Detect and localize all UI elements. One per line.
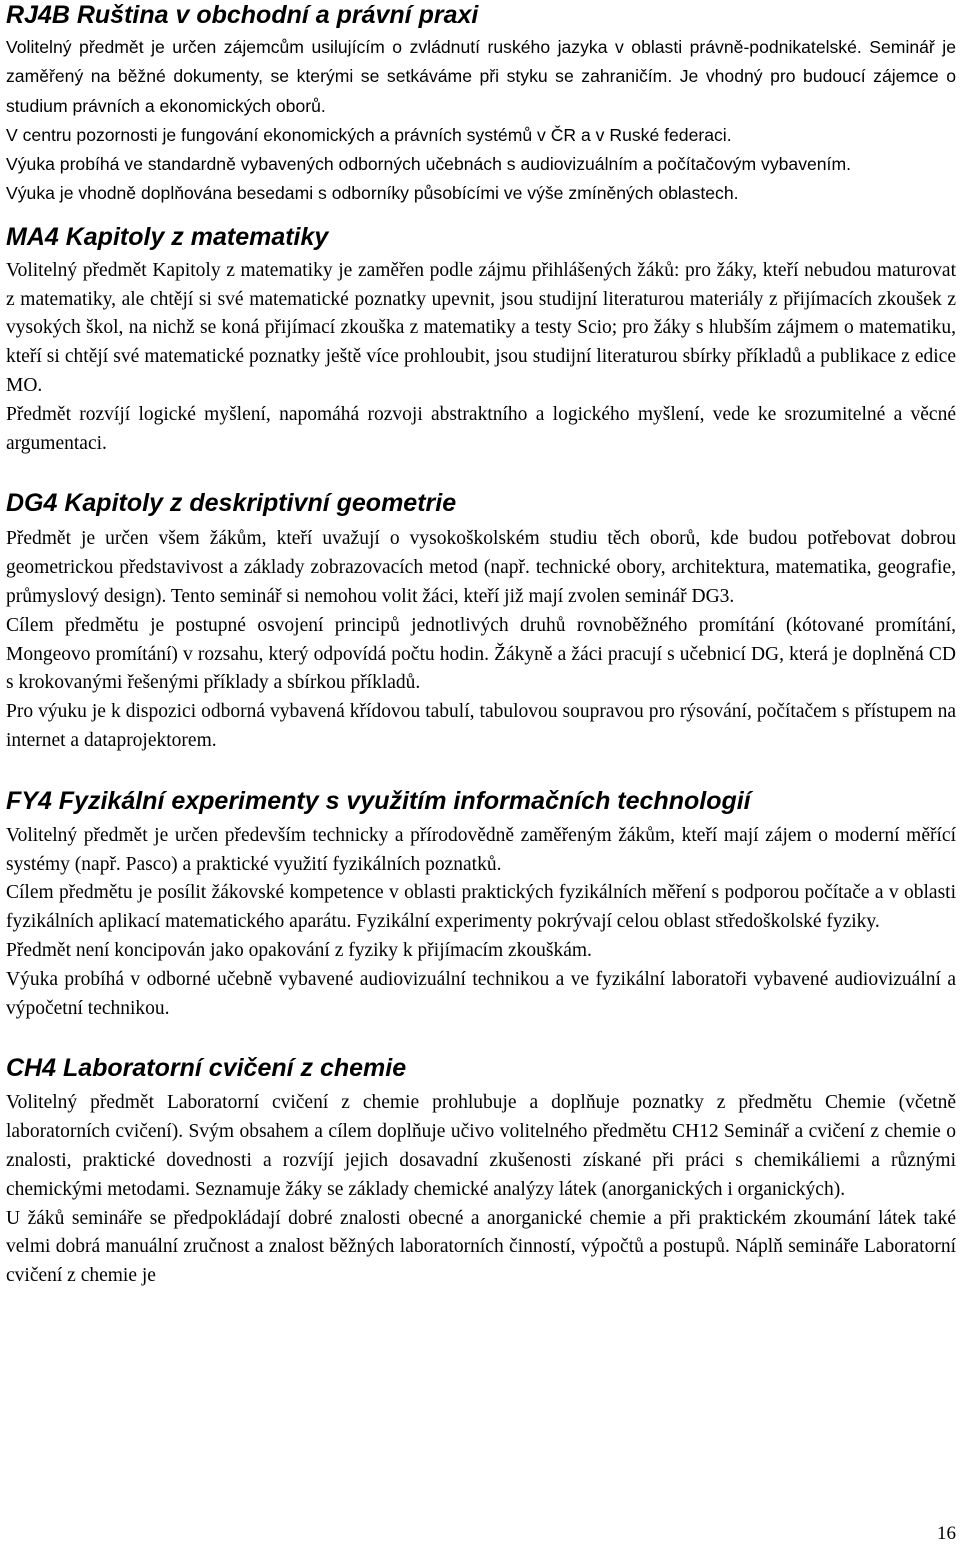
section-title: FY4 Fyzikální experimenty s využitím informačních technologií [6, 786, 751, 815]
section-title: CH4 Laboratorní cvičení z chemie [6, 1054, 407, 1083]
paragraph: Volitelný předmět Laboratorní cvičení z chemie prohlubuje a doplňuje poznatky z předmětu Chemie (včetně laboratorních cvičení). Svým obsahem a cílem doplňuje učivo volitelného předmětu CH12 Seminář a cvičení z chemie o znalosti, praktické dovednosti a rozvíjí jejich dosavadní zkušenosti získané při práci s chemikáliemi a různými chemickými metodami. Seznamuje žáky se základy chemické analýzy látek (anorganických i organických). [6, 1092, 956, 1200]
paragraph: U žáků semináře se předpokládají dobré znalosti obecné a anorganické chemie a při praktickém zkoumání látek také velmi dobrá manuální zručnost a znalost běžných laboratorních činností, výpočtů a postupů. Náplň semináře Laboratorní cvičení z chemie je [6, 1207, 956, 1287]
paragraph: Cílem předmětu je postupné osvojení principů jednotlivých druhů rovnoběžného promítání (kótované promítání, Mongeovo promítání) v rozsahu, který odpovídá počtu hodin. Žákyně a žáci pracují s učebnicí DG, která je doplněná CD s krokovanými řešenými příklady a sbírkou příkladů. [6, 614, 956, 694]
paragraph: Předmět není koncipován jako opakování z fyziky k přijímacím zkouškám. [6, 939, 592, 961]
paragraph: Pro výuku je k dispozici odborná vybavená křídovou tabulí, tabulovou soupravou pro rýsování, počítačem s přístupem na internet a dataprojektorem. [6, 701, 956, 751]
document-page [6, 0, 956, 1291]
section-ma4 [6, 222, 956, 459]
paragraph: Výuka probíhá v odborné učebně vybavené audiovizuální technikou a ve fyzikální laboratoři vybavené audiovizuální a výpočetní technikou. [6, 968, 956, 1019]
paragraph: Volitelný předmět je určen zájemcům usilujícím o zvládnutí ruského jazyka v oblasti právně-podnikatelské. Seminář je zaměřený na běžné dokumenty, se kterými se setkáváme při styku se zahraničím. Je vhodný pro budoucí zájemce o studium právních a ekonomických oborů. [6, 37, 956, 116]
section-title: DG4 Kapitoly z deskriptivní geometrie [6, 489, 457, 518]
section-title: MA4 Kapitoly z matematiky [6, 222, 329, 251]
paragraph: V centru pozornosti je fungování ekonomických a právních systémů v ČR a v Ruské federaci. [6, 124, 732, 145]
page-number: 16 [937, 1523, 956, 1544]
paragraph: Volitelný předmět je určen především technicky a přírodovědně zaměřeným žákům, kteří mají zájem o moderní měřící systémy (např. Pasco) a praktické využití fyzikálních poznatků. [6, 824, 956, 875]
paragraph: Cílem předmětu je posílit žákovské kompetence v oblasti praktických fyzikálních měření s podporou počítače a v oblasti fyzikálních aplikací matematického aparátu. Fyzikální experimenty pokrývají celou oblast středoškolské fyziky. [6, 882, 956, 933]
section-dg4 [6, 488, 956, 755]
paragraph: Výuka je vhodně doplňována besedami s odborníky působícími ve výše zmíněných oblastech. [6, 183, 739, 204]
section-ch4 [6, 1053, 956, 1291]
section-rj4b [6, 0, 956, 209]
paragraph: Předmět rozvíjí logické myšlení, napomáhá rozvoji abstraktního a logického myšlení, vede ke srozumitelné a věcné argumentaci. [6, 403, 956, 454]
section-title: RJ4B Ruština v obchodní a právní praxi [6, 1, 479, 29]
section-fy4 [6, 786, 956, 1024]
paragraph: Předmět je určen všem žákům, kteří uvažují o vysokoškolském studiu těch oborů, kde budou potřebovat dobrou geometrickou představivost a základy zobrazovacích metod (např. technické obory, architektura, matematika, geografie, průmyslový design). Tento seminář si nemohou volit žáci, kteří již mají zvolen seminář DG3. [6, 528, 956, 607]
paragraph: Volitelný předmět Kapitoly z matematiky je zaměřen podle zájmu přihlášených žáků: pro žáky, kteří nebudou maturovat z matematiky, ale chtějí si své matematické poznatky upevnit, jsou studijní literaturou materiály z přijímacích zkoušek z vysokých škol, na nichž se koná přijímací zkouška z matematiky a testy Scio; pro žáky s hlubším zájmem o matematiku, kteří si chtějí své matematické poznatky ještě více prohloubit, jsou studijní literaturou sbírky příkladů a publikace z edice MO. [6, 259, 956, 396]
paragraph: Výuka probíhá ve standardně vybavených odborných učebnách s audiovizuálním a počítačovým vybavením. [6, 154, 851, 175]
